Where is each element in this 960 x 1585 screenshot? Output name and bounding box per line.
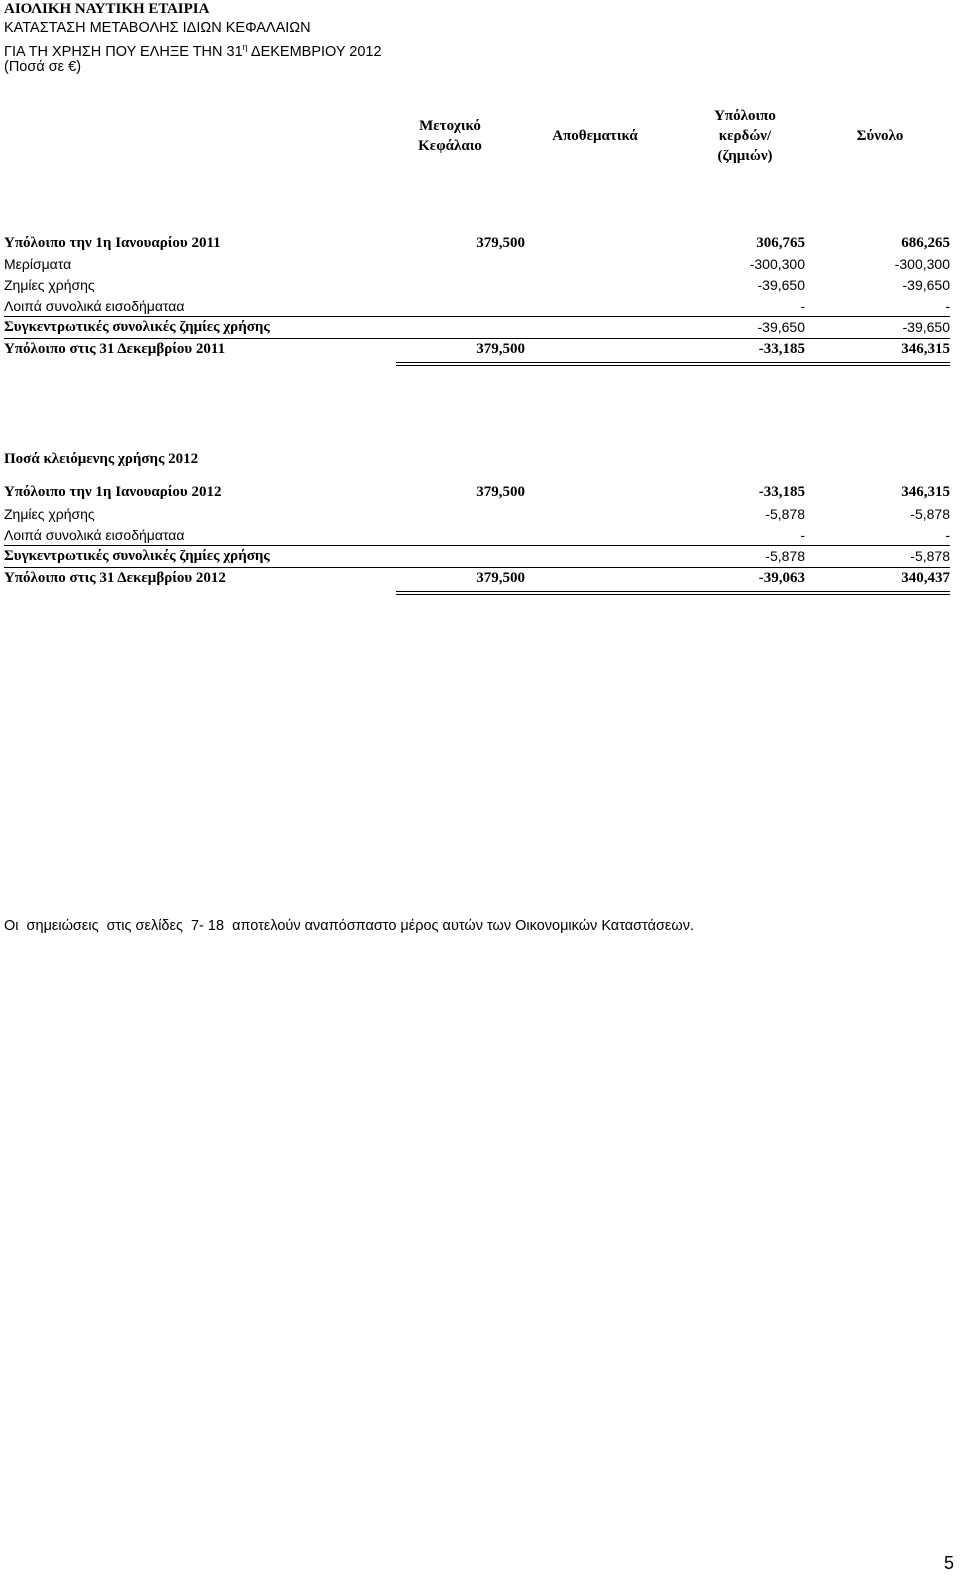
cell-total: 340,437 <box>901 570 950 586</box>
cell-total: 686,265 <box>901 235 950 251</box>
cell-capital: 379,500 <box>476 484 525 500</box>
column-header-retained-line1: Υπόλοιπο <box>714 108 776 124</box>
cell-retained: -33,185 <box>758 484 805 500</box>
table-row <box>4 482 950 502</box>
row-label: Λοιπά συνολικά εισοδήματαα <box>4 298 185 314</box>
cell-capital: 379,500 <box>476 570 525 586</box>
table-row <box>4 317 950 337</box>
column-header-retained-line2: κερδών/ <box>718 128 772 144</box>
period-suffix: ΔΕΚΕΜΒΡΙΟΥ 2012 <box>247 43 382 60</box>
cell-total: 346,315 <box>901 484 950 500</box>
cell-retained: - <box>800 527 805 543</box>
column-header-share-capital-line1: Μετοχικό <box>419 118 481 134</box>
cell-capital: 379,500 <box>476 341 525 357</box>
cell-total: -39,650 <box>902 277 950 293</box>
company-name: ΑΙΟΛΙΚΗ ΝΑΥΤΙΚΗ ΕΤΑΙΡΙΑ <box>4 1 210 17</box>
row-label: Υπόλοιπο στις 31 Δεκεμβρίου 2012 <box>4 570 226 586</box>
cell-retained: -5,878 <box>765 506 805 522</box>
currency-note: (Ποσά σε €) <box>4 59 82 75</box>
cell-total: - <box>945 298 950 314</box>
cell-retained: -300,300 <box>749 256 805 272</box>
cell-total: -300,300 <box>894 256 950 272</box>
page-number: 5 <box>943 1553 954 1573</box>
column-header-share-capital-line2: Κεφάλαιο <box>418 138 482 154</box>
row-label: Υπόλοιπο την 1η Ιανουαρίου 2011 <box>4 235 221 251</box>
column-header-retained-earnings <box>690 106 800 166</box>
cell-retained: -39,650 <box>757 277 805 293</box>
cell-retained: -39,650 <box>757 319 805 335</box>
cell-total: -39,650 <box>902 319 950 335</box>
row-label: Συγκεντρωτικές συνολικές ζημίες χρήσης <box>4 319 270 335</box>
double-underline <box>396 362 950 366</box>
table-row <box>4 339 950 359</box>
cell-retained: -39,063 <box>758 570 805 586</box>
cell-total: -5,878 <box>910 548 950 564</box>
row-label: Υπόλοιπο στις 31 Δεκεμβρίου 2011 <box>4 341 226 357</box>
row-label: Ζημίες χρήσης <box>4 277 95 293</box>
column-header-share-capital <box>400 116 500 156</box>
cell-retained: -33,185 <box>758 341 805 357</box>
cell-total: - <box>945 527 950 543</box>
row-label: Συγκεντρωτικές συνολικές ζημίες χρήσης <box>4 548 270 564</box>
table-row <box>4 546 950 566</box>
cell-capital: 379,500 <box>476 235 525 251</box>
column-header-reserves: Αποθεματικά <box>552 128 638 144</box>
cell-total: 346,315 <box>901 341 950 357</box>
double-underline <box>396 591 950 595</box>
table-row <box>4 254 950 274</box>
section-title-2012: Ποσά κλειόμενης χρήσης 2012 <box>4 451 199 467</box>
table-row <box>4 296 950 316</box>
cell-retained: - <box>800 298 805 314</box>
column-header-total: Σύνολο <box>856 128 904 144</box>
table-row <box>4 233 950 253</box>
period-prefix: ΓΙΑ ΤΗ ΧΡΗΣΗ ΠΟΥ ΕΛΗΞΕ ΤΗΝ 31 <box>4 43 243 60</box>
row-label: Μερίσματα <box>4 256 72 272</box>
table-row <box>4 504 950 524</box>
cell-retained: -5,878 <box>765 548 805 564</box>
row-label: Ζημίες χρήσης <box>4 506 95 522</box>
period-superscript: η <box>242 42 248 52</box>
cell-total: -5,878 <box>910 506 950 522</box>
statement-title: ΚΑΤΑΣΤΑΣΗ ΜΕΤΑΒΟΛΗΣ ΙΔΙΩΝ ΚΕΦΑΛΑΙΩΝ <box>4 20 311 36</box>
table-row <box>4 568 950 588</box>
row-label: Λοιπά συνολικά εισοδήματαα <box>4 527 185 543</box>
column-header-retained-line3: (ζημιών) <box>717 148 773 164</box>
row-label: Υπόλοιπο την 1η Ιανουαρίου 2012 <box>4 484 222 500</box>
table-row <box>4 275 950 295</box>
table-row <box>4 525 950 545</box>
cell-retained: 306,765 <box>756 235 805 251</box>
footnote: Οι σημειώσεις στις σελίδες 7- 18 αποτελούν αναπόσπαστο μέρος αυτών των Οικονομικών Καταστάσεων. <box>4 918 694 934</box>
